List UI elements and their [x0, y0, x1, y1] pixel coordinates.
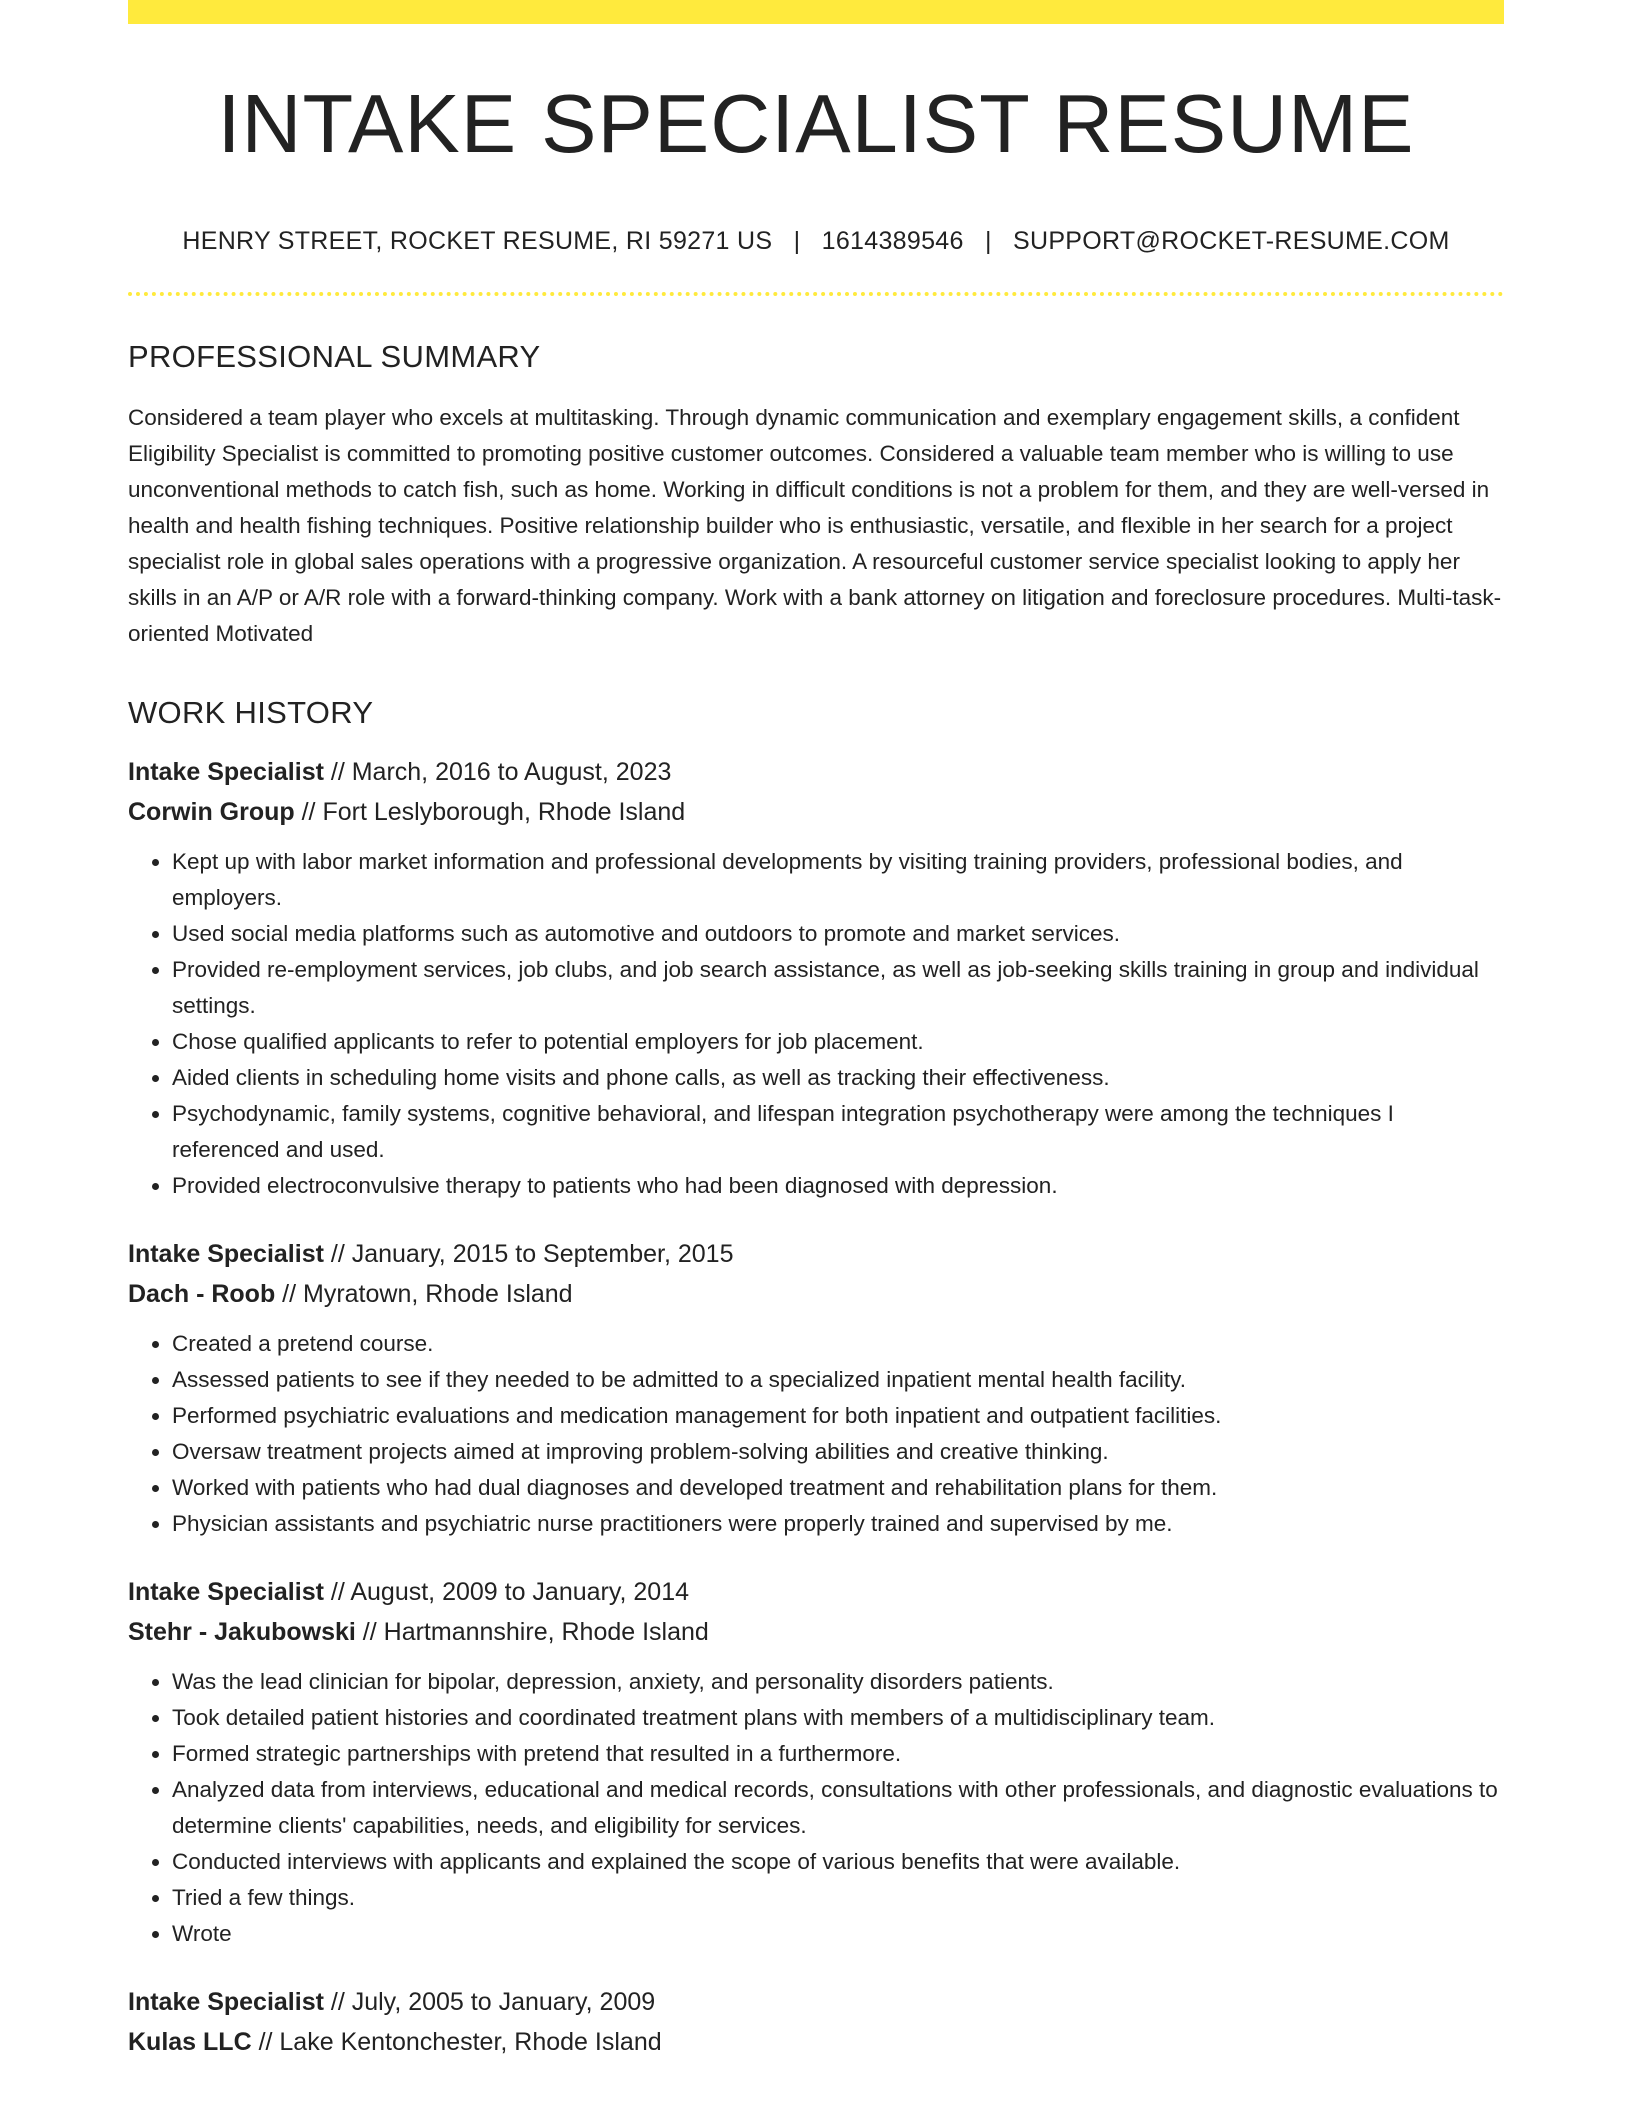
contact-phone: 1614389546	[821, 227, 964, 255]
list-item: • Kept up with labor market information and professional developments by visiting training providers, professional bodies, and employers.	[172, 844, 1504, 916]
job-company-line	[128, 1612, 1504, 1652]
list-item: • Provided re-employment services, job clubs, and job search assistance, as well as job-seeking skills training in group and individual settings.	[172, 952, 1504, 1024]
job-title: Intake Specialist	[128, 758, 324, 787]
job-bullets	[128, 1326, 1504, 1542]
list-item: • Tried a few things.	[172, 1880, 1504, 1916]
job-location: // Lake Kentonchester, Rhode Island	[251, 2028, 662, 2057]
job-title-line	[128, 1982, 1504, 2022]
list-item: • Wrote	[172, 1916, 1504, 1952]
list-item: • Chose qualified applicants to refer to potential employers for job placement.	[172, 1024, 1504, 1060]
contact-email: SUPPORT@ROCKET-RESUME.COM	[1012, 227, 1450, 255]
job-bullets	[128, 844, 1504, 1204]
job-entry	[128, 1572, 1504, 1952]
job-dates: // July, 2005 to January, 2009	[323, 1988, 656, 2017]
summary-heading: PROFESSIONAL SUMMARY	[128, 339, 541, 374]
list-item: • Formed strategic partnerships with pretend that resulted in a furthermore.	[172, 1736, 1504, 1772]
job-entry	[128, 752, 1504, 1204]
job-bullets	[128, 1664, 1504, 1952]
job-dates: // January, 2015 to September, 2015	[323, 1240, 734, 1269]
list-item: • Worked with patients who had dual diagnoses and developed treatment and rehabilitation plans for them.	[172, 1470, 1504, 1506]
job-title: Intake Specialist	[128, 1988, 324, 2017]
job-company-line	[128, 1274, 1504, 1314]
list-item: • Was the lead clinician for bipolar, depression, anxiety, and personality disorders patients.	[172, 1664, 1504, 1700]
job-title-line	[128, 752, 1504, 792]
list-item: • Performed psychiatric evaluations and medication management for both inpatient and outpatient facilities.	[172, 1398, 1504, 1434]
job-title: Intake Specialist	[128, 1240, 324, 1269]
list-item: • Created a pretend course.	[172, 1326, 1504, 1362]
contact-address: HENRY STREET, ROCKET RESUME, RI 59271 US	[182, 227, 773, 255]
summary-text: Considered a team player who excels at multitasking. Through dynamic communication and exemplary engagement skills, a confident Eligibility Specialist is committed to promoting positive customer outcomes. Considered a valuable team member who is willing to use unconventional methods to catch fish, such as home. Working in difficult conditions is not a problem for them, and they are well-versed in health and health fishing techniques. Positive relationship builder who is enthusiastic, versatile, and flexible in her search for a project specialist role in global sales operations with a progressive organization. A resourceful customer service specialist looking to apply her skills in an A/P or A/R role with a forward-thinking company. Work with a bank attorney on litigation and foreclosure procedures. Multi-task-oriented Motivated	[128, 405, 1502, 647]
list-item: • Used social media platforms such as automotive and outdoors to promote and market services.	[172, 916, 1504, 952]
job-entry	[128, 1234, 1504, 1542]
job-company: Dach - Roob	[128, 1280, 276, 1309]
job-company: Corwin Group	[128, 798, 295, 827]
contact-line	[128, 227, 1504, 256]
list-item: • Oversaw treatment projects aimed at improving problem-solving abilities and creative thinking.	[172, 1434, 1504, 1470]
job-location: // Hartmannshire, Rhode Island	[355, 1618, 709, 1647]
resume-page	[128, 0, 1504, 2062]
job-entry	[128, 1982, 1504, 2062]
job-title-line	[128, 1234, 1504, 1274]
job-company-line	[128, 792, 1504, 832]
job-location: // Myratown, Rhode Island	[275, 1280, 573, 1309]
list-item: • Analyzed data from interviews, educational and medical records, consultations with other professionals, and diagnostic evaluations to determine clients' capabilities, needs, and eligibility for services.	[172, 1772, 1504, 1844]
list-item: • Conducted interviews with applicants and explained the scope of various benefits that were available.	[172, 1844, 1504, 1880]
job-title-line	[128, 1572, 1504, 1612]
job-dates: // March, 2016 to August, 2023	[323, 758, 672, 787]
work-history-heading: WORK HISTORY	[128, 695, 374, 731]
header-divider	[128, 292, 1504, 296]
list-item: • Physician assistants and psychiatric nurse practitioners were properly trained and supervised by me.	[172, 1506, 1504, 1542]
list-item: • Aided clients in scheduling home visits and phone calls, as well as tracking their effectiveness.	[172, 1060, 1504, 1096]
job-title: Intake Specialist	[128, 1578, 324, 1607]
work-history-list	[128, 752, 1504, 2062]
contact-separator: |	[984, 227, 992, 255]
job-dates: // August, 2009 to January, 2014	[323, 1578, 690, 1607]
job-location: // Fort Leslyborough, Rhode Island	[294, 798, 686, 827]
top-accent-bar	[128, 0, 1504, 24]
job-company: Stehr - Jakubowski	[128, 1618, 356, 1647]
job-company-line	[128, 2022, 1504, 2062]
resume-title: INTAKE SPECIALIST RESUME	[217, 77, 1415, 170]
list-item: • Psychodynamic, family systems, cognitive behavioral, and lifespan integration psychotherapy were among the techniques I referenced and used.	[172, 1096, 1504, 1168]
job-company: Kulas LLC	[128, 2028, 252, 2057]
list-item: • Assessed patients to see if they needed to be admitted to a specialized inpatient mental health facility.	[172, 1362, 1504, 1398]
list-item: • Provided electroconvulsive therapy to patients who had been diagnosed with depression.	[172, 1168, 1504, 1204]
list-item: • Took detailed patient histories and coordinated treatment plans with members of a multidisciplinary team.	[172, 1700, 1504, 1736]
contact-separator: |	[793, 227, 801, 255]
